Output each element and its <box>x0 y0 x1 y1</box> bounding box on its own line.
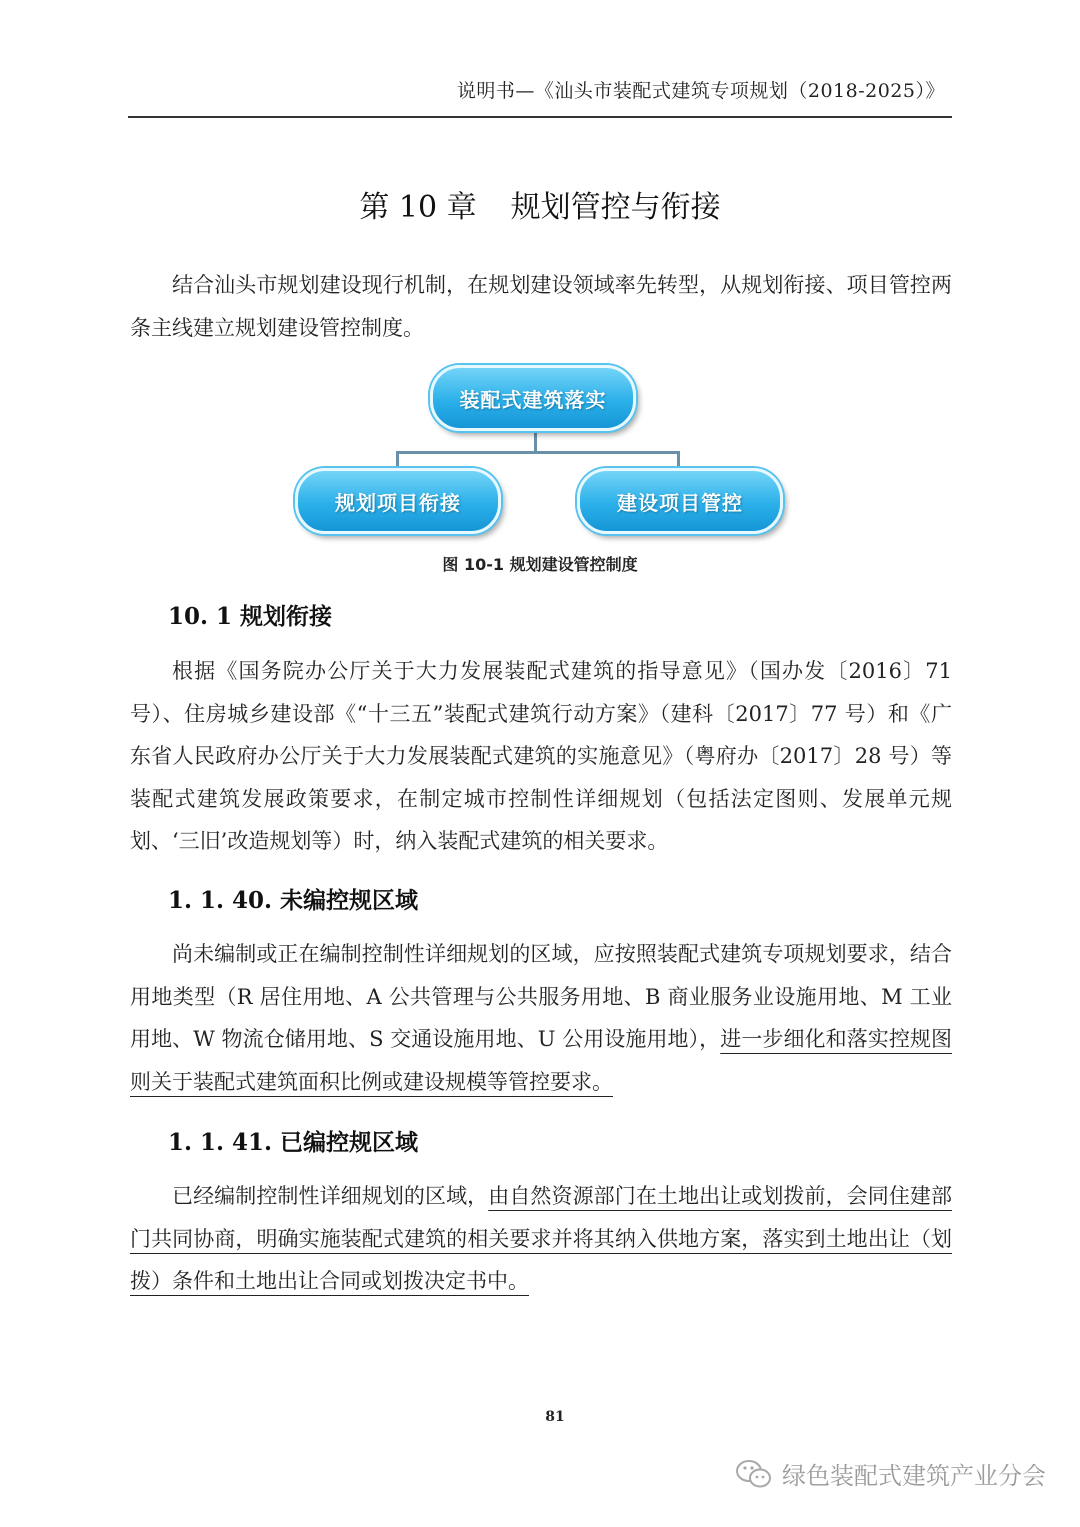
watermark <box>734 1456 1046 1491</box>
diagram-node-left: 规划项目衔接 <box>295 468 501 534</box>
chapter-title <box>0 182 1080 226</box>
page-number: 81 <box>545 1409 565 1425</box>
section-1-1-41-underlined: 由自然资源部门在土地出让或划拨前，会同住建部门共同协商，明确实施装配式建筑的相关要求并将其纳入供地方案，落实到土地出让（划拨）条件和土地出让合同或划拨决定书中。 <box>130 1184 952 1293</box>
section-heading-10-1: 10. 1 规划衔接 <box>168 603 333 630</box>
diagram-node-right: 建设项目管控 <box>577 468 783 534</box>
section-1-1-41-body <box>130 1175 952 1303</box>
connector-horizontal <box>396 451 679 454</box>
figure-caption: 图 10-1 规划建设管控制度 <box>442 555 638 574</box>
section-10-1-body: 根据《国务院办公厅关于大力发展装配式建筑的指导意见》（国办发〔2016〕71 号）、住房城乡建设部《“十三五”装配式建筑行动方案》（建科〔2017〕77 号）和《广东省人民政府办公厅关于大力发展装配式建筑的实施意见》（粤府办〔2017〕28 号）等装配式建筑发展政策要求，在制定城市控制性详细规划（包括法定图则、发展单元规划、‘三旧’改造规划等）时，纳入装配式建筑的相关要求。 <box>130 659 952 853</box>
section-heading-1-1-40: 1. 1. 40. 未编控规区域 <box>168 887 419 914</box>
chapter-name: 规划管控与衔接 <box>510 190 721 225</box>
header-divider <box>128 116 952 118</box>
section-1-1-40-text: 尚未编制或正在编制控制性详细规划的区域，应按照装配式建筑专项规划要求，结合用地类型（R 居住用地、A 公共管理与公共服务用地、B 商业服务业设施用地、M 工业用地、W 物流仓储用地、S 交通设施用地、U 公用设施用地）， <box>130 942 952 1051</box>
section-1-1-40-body <box>130 933 952 1103</box>
section-heading-1-1-41: 1. 1. 41. 已编控规区域 <box>168 1129 419 1156</box>
section-1-1-41-text: 已经编制控制性详细规划的区域， <box>172 1184 489 1208</box>
intro-paragraph: 结合汕头市规划建设现行机制，在规划建设领域率先转型，从规划衔接、项目管控两条主线建立规划建设管控制度。 <box>130 273 952 340</box>
diagram-node-top: 装配式建筑落实 <box>430 365 636 431</box>
running-header: 说明书—《汕头市装配式建筑专项规划（2018-2025）》 <box>456 80 945 102</box>
watermark-text: 绿色装配式建筑产业分会 <box>782 1462 1046 1490</box>
chapter-number: 第 10 章 <box>359 190 477 225</box>
control-system-diagram <box>290 360 795 540</box>
wechat-icon <box>734 1458 774 1490</box>
section-1-1-40-underlined: 进一步细化和落实控规图则关于装配式建筑面积比例或建设规模等管控要求。 <box>130 1027 953 1094</box>
